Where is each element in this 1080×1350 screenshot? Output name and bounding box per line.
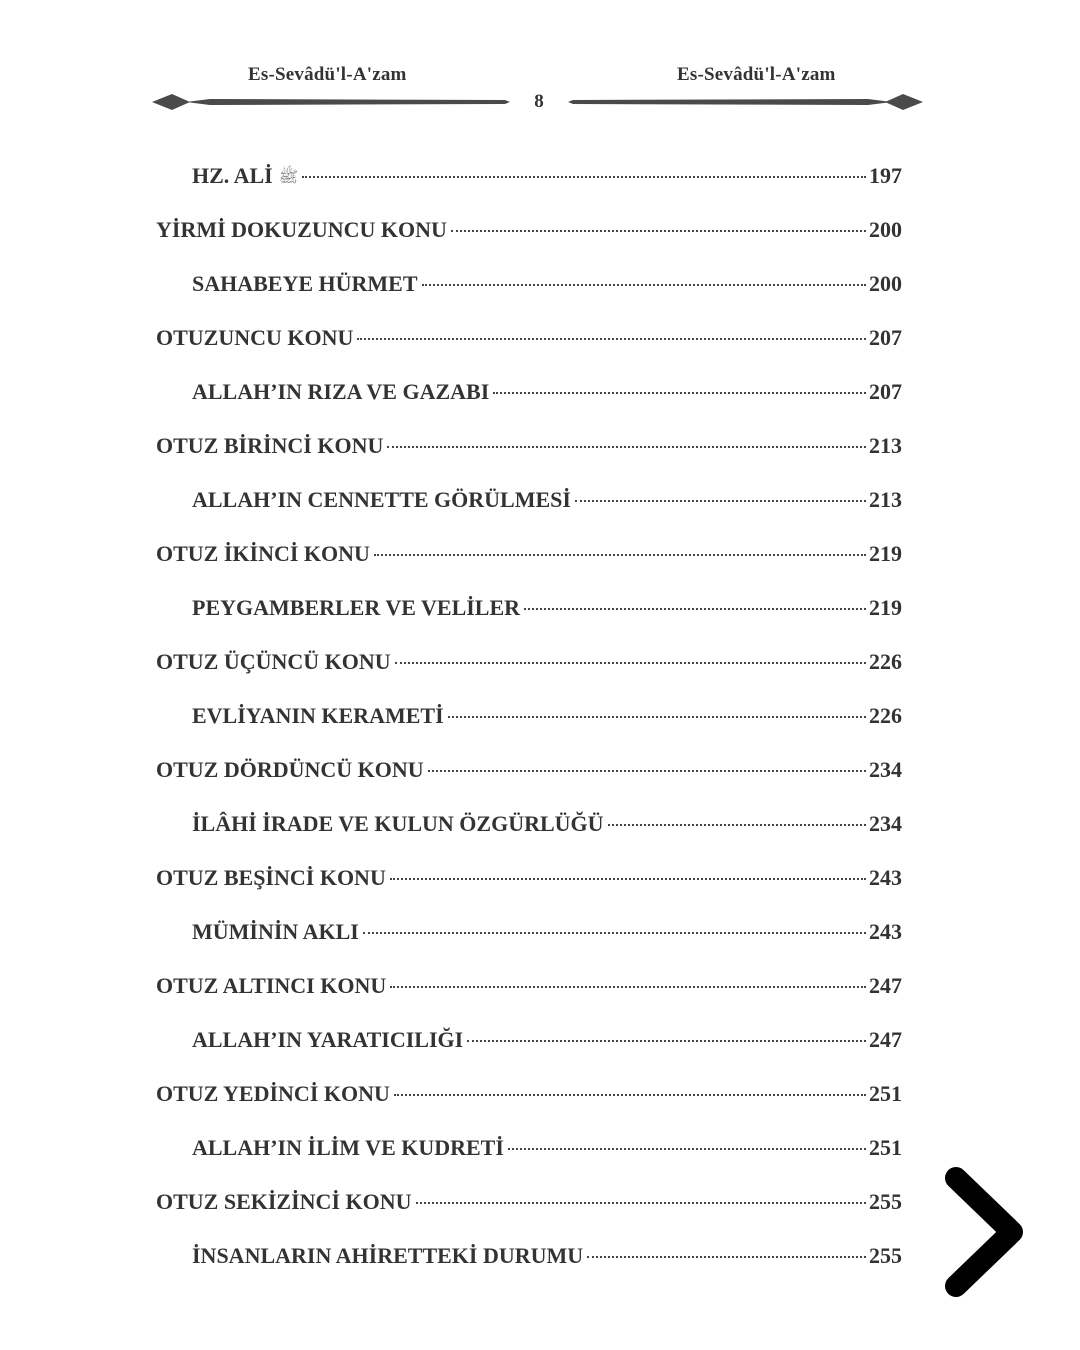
toc-entry-page-number: 255 (869, 1189, 902, 1214)
toc-entry-title (192, 374, 489, 410)
toc-entry-title (192, 914, 359, 950)
toc-entry-title (156, 860, 386, 896)
page-number: 8 (534, 91, 544, 112)
toc-entry-title-text: ALLAH’IN RIZA VE GAZABI (192, 379, 490, 404)
toc-entry[interactable] (156, 428, 902, 482)
dot-leader (390, 986, 866, 988)
dot-leader (374, 554, 866, 556)
dot-leader (394, 1094, 866, 1096)
toc-entry-page-number: 219 (869, 595, 902, 620)
honorific-symbol: ﷺ (278, 169, 299, 186)
toc-entry-title-text: MÜMİNİN AKLI (192, 919, 359, 944)
toc-entry-page-number: 234 (869, 757, 902, 782)
toc-entry[interactable] (156, 698, 902, 752)
toc-entry-page-number: 213 (869, 433, 902, 458)
toc-entry-title-text: ALLAH’IN CENNETTE GÖRÜLMESİ (192, 487, 571, 512)
toc-entry-title (192, 158, 298, 197)
toc-entry-title-text: OTUZ BİRİNCİ KONU (156, 433, 384, 458)
toc-entry-page-number: 251 (869, 1081, 902, 1106)
dot-leader (448, 716, 866, 718)
toc-entry-page-number: 255 (869, 1243, 902, 1268)
toc-entry-page-number: 213 (869, 487, 902, 512)
toc-entry-title (156, 968, 386, 1004)
toc-entry[interactable] (156, 320, 902, 374)
toc-entry[interactable] (156, 1022, 902, 1076)
toc-entry[interactable] (156, 1130, 902, 1184)
toc-entry-title-text: OTUZ ALTINCI KONU (156, 973, 387, 998)
dot-leader (451, 230, 866, 232)
toc-entry[interactable] (156, 158, 902, 212)
dot-leader (390, 878, 866, 880)
toc-entry[interactable] (156, 266, 902, 320)
toc-entry-title (192, 266, 418, 302)
dot-leader (395, 662, 866, 664)
toc-entry-title (156, 644, 391, 680)
toc-entry-page-number: 207 (869, 379, 902, 404)
toc-entry-page-number: 207 (869, 325, 902, 350)
toc-entry-title-text: OTUZ YEDİNCİ KONU (156, 1081, 390, 1106)
chevron-right-icon (956, 1178, 1012, 1286)
toc-entry-page-number: 243 (869, 865, 902, 890)
toc-entry-page-number: 243 (869, 919, 902, 944)
dot-leader (467, 1040, 866, 1042)
toc-entry-page-number: 251 (869, 1135, 902, 1160)
dot-leader (302, 176, 866, 178)
toc-entry[interactable] (156, 482, 902, 536)
toc-entry-page-number: 200 (869, 217, 902, 242)
toc-entry-title-text: OTUZ ÜÇÜNCÜ KONU (156, 649, 391, 674)
toc-entry-title (156, 428, 383, 464)
toc-entry[interactable] (156, 536, 902, 590)
toc-entry-page-number: 219 (869, 541, 902, 566)
table-of-contents (156, 158, 902, 1292)
toc-entry-title (192, 482, 571, 518)
toc-entry[interactable] (156, 1076, 902, 1130)
toc-entry-page-number: 226 (869, 649, 902, 674)
toc-entry-title (192, 698, 444, 734)
toc-entry[interactable] (156, 1184, 902, 1238)
toc-entry-title-text: HZ. ALİ (192, 163, 273, 188)
toc-entry-page-number: 226 (869, 703, 902, 728)
toc-entry-page-number: 200 (869, 271, 902, 296)
dot-leader (587, 1256, 866, 1258)
toc-entry-title (156, 536, 370, 572)
toc-entry-title-text: OTUZUNCU KONU (156, 325, 354, 350)
toc-entry-title (192, 1022, 463, 1058)
toc-entry[interactable] (156, 644, 902, 698)
toc-entry[interactable] (156, 914, 902, 968)
toc-entry-title-text: PEYGAMBERLER VE VELİLER (192, 595, 521, 620)
toc-entry-title (192, 590, 520, 626)
toc-entry-page-number: 247 (869, 973, 902, 998)
next-page-button[interactable] (938, 1160, 1030, 1304)
toc-entry[interactable] (156, 374, 902, 428)
toc-entry-page-number: 247 (869, 1027, 902, 1052)
toc-entry-title-text: İLÂHİ İRADE VE KULUN ÖZGÜRLÜĞÜ (192, 811, 604, 836)
dot-leader (493, 392, 866, 394)
toc-entry-title (156, 1184, 412, 1220)
dot-leader (508, 1148, 866, 1150)
dot-leader (422, 284, 866, 286)
toc-entry[interactable] (156, 968, 902, 1022)
toc-entry-page-number: 234 (869, 811, 902, 836)
toc-entry-title (192, 806, 604, 842)
toc-entry-title-text: YİRMİ DOKUZUNCU KONU (156, 217, 447, 242)
toc-entry[interactable] (156, 590, 902, 644)
toc-entry-title (156, 212, 447, 248)
dot-leader (524, 608, 866, 610)
toc-entry-title-text: OTUZ SEKİZİNCİ KONU (156, 1189, 412, 1214)
dot-leader (357, 338, 866, 340)
toc-entry[interactable] (156, 860, 902, 914)
toc-entry[interactable] (156, 806, 902, 860)
toc-entry[interactable] (156, 1238, 902, 1292)
toc-entry-title (192, 1130, 504, 1166)
toc-entry-page-number: 197 (869, 163, 902, 188)
dot-leader (416, 1202, 866, 1204)
toc-entry-title-text: OTUZ BEŞİNCİ KONU (156, 865, 386, 890)
dot-leader (608, 824, 866, 826)
toc-entry-title-text: OTUZ DÖRDÜNCÜ KONU (156, 757, 424, 782)
toc-entry-title-text: ALLAH’IN İLİM VE KUDRETİ (192, 1135, 504, 1160)
toc-entry-title (156, 1076, 390, 1112)
toc-entry-title-text: OTUZ İKİNCİ KONU (156, 541, 370, 566)
toc-entry-title (156, 752, 424, 788)
dot-leader (575, 500, 866, 502)
dot-leader (387, 446, 866, 448)
toc-entry-title (156, 320, 353, 356)
toc-entry[interactable] (156, 212, 902, 266)
running-head-right: Es-Sevâdü'l-A'zam (677, 64, 836, 85)
dot-leader (428, 770, 866, 772)
toc-entry[interactable] (156, 752, 902, 806)
toc-entry-title (192, 1238, 583, 1274)
toc-entry-title-text: EVLİYANIN KERAMETİ (192, 703, 444, 728)
toc-entry-title-text: SAHABEYE HÜRMET (192, 271, 418, 296)
dot-leader (363, 932, 866, 934)
toc-entry-title-text: ALLAH’IN YARATICILIĞI (192, 1027, 464, 1052)
toc-entry-title-text: İNSANLARIN AHİRETTEKİ DURUMU (192, 1243, 584, 1268)
running-head-left: Es-Sevâdü'l-A'zam (248, 64, 407, 85)
